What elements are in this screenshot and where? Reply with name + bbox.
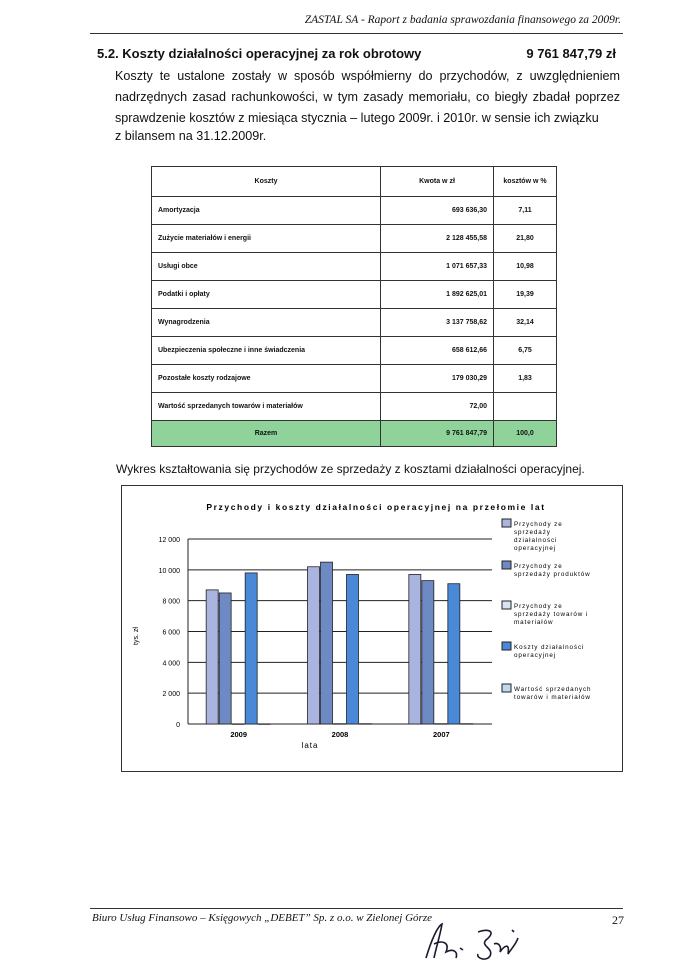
cost-table-row — [152, 281, 557, 309]
bar — [219, 593, 231, 724]
bar — [258, 724, 270, 725]
cost-pct — [494, 393, 557, 421]
running-header: ZASTAL SA - Raport z badania sprawozdania finansowego za 2009r. — [304, 14, 621, 26]
x-tick-label: 2008 — [331, 730, 349, 739]
y-tick-label: 12 000 — [158, 537, 180, 544]
bar — [321, 562, 333, 724]
cost-amount: 1 892 625,01 — [381, 281, 494, 309]
cost-table-row — [152, 365, 557, 393]
cost-amount: 72,00 — [381, 393, 494, 421]
total-label: Razem — [152, 421, 381, 447]
bar — [334, 724, 346, 725]
x-tick-label: 2009 — [230, 730, 248, 739]
cost-amount: 3 137 758,62 — [381, 309, 494, 337]
bar — [245, 573, 257, 724]
cost-table-header — [152, 167, 557, 197]
bar — [232, 724, 244, 725]
section-amount: 9 761 847,79 zł — [526, 46, 616, 61]
x-axis-label: lata — [301, 741, 319, 750]
cost-pct: 6,75 — [494, 337, 557, 365]
cost-table-total-row — [152, 421, 557, 447]
bar — [360, 724, 372, 725]
bar — [308, 567, 320, 724]
cost-name: Zużycie materiałów i energii — [152, 225, 381, 253]
header-rule — [90, 33, 623, 34]
bar — [435, 724, 447, 725]
y-tick-label: 2 000 — [162, 691, 180, 699]
cost-pct: 7,11 — [494, 197, 557, 225]
cost-pct: 21,80 — [494, 225, 557, 253]
y-tick-label: 10 000 — [158, 567, 180, 575]
legend-swatch — [502, 684, 511, 692]
x-tick-label: 2007 — [432, 730, 450, 739]
cost-name: Podatki i opłaty — [152, 281, 381, 309]
legend-swatch — [502, 642, 511, 650]
section-paragraph-end: z bilansem na 31.12.2009r. — [115, 129, 267, 143]
section-title: 5.2. Koszty działalności operacyjnej za rok obrotowy — [97, 46, 422, 61]
col-header-pct: kosztów w % — [494, 167, 557, 197]
cost-table — [151, 166, 557, 447]
cost-name: Usługi obce — [152, 253, 381, 281]
bar — [347, 574, 359, 724]
cost-table-row — [152, 309, 557, 337]
cost-name: Pozostałe koszty rodzajowe — [152, 365, 381, 393]
cost-name: Wartość sprzedanych towarów i materiałów — [152, 393, 381, 421]
legend-swatch — [502, 561, 511, 569]
handwritten-signature — [420, 918, 530, 963]
cost-table-row — [152, 393, 557, 421]
cost-pct: 32,14 — [494, 309, 557, 337]
bar — [448, 584, 460, 724]
chart-frame — [121, 485, 623, 772]
legend-swatch — [502, 519, 511, 527]
y-tick-label: 4 000 — [162, 660, 180, 668]
cost-name: Ubezpieczenia społeczne i inne świadczenia — [152, 337, 381, 365]
page-number: 27 — [612, 913, 624, 927]
footer-rule — [90, 908, 623, 909]
legend-label: Przychody ze sprzedaży towarów i materiałów — [514, 603, 589, 626]
chart-title: Przychody i koszty działalności operacyjnej na przełomie lat — [206, 502, 546, 512]
cost-amount: 179 030,29 — [381, 365, 494, 393]
cost-table-row — [152, 337, 557, 365]
legend-label: Przychody ze sprzedaży produktów — [514, 563, 591, 578]
col-header-costs: Koszty — [152, 167, 381, 197]
section-paragraph: Koszty te ustalone zostały w sposób współmierny do przychodów, z uwzględnieniem nadrzędnych zasad rachunkowości, w tym zasady memoriału, co biegły zbadał poprzez sprawdzenie kosztów z miesiąca stycznia – lutego 2009r. i 2010r. w sensie ich związku — [115, 69, 620, 125]
chart — [122, 486, 622, 771]
cost-table-row — [152, 253, 557, 281]
chart-caption: Wykres kształtowania się przychodów ze sprzedaży z kosztami działalności operacyjnej. — [116, 462, 585, 476]
total-pct: 100,0 — [494, 421, 557, 447]
cost-table-row — [152, 197, 557, 225]
cost-table-row — [152, 225, 557, 253]
y-tick-label: 8 000 — [162, 598, 180, 606]
bar — [409, 574, 421, 724]
legend-label: Przychody ze sprzedaży działalności operacyjnej — [514, 521, 563, 552]
cost-amount: 2 128 455,58 — [381, 225, 494, 253]
col-header-amount: Kwota w zł — [381, 167, 494, 197]
legend-label: Koszty działalności operacyjnej — [514, 644, 585, 659]
total-amount: 9 761 847,79 — [381, 421, 494, 447]
legend-swatch — [502, 601, 511, 609]
footer-text: Biuro Usług Finansowo – Księgowych „DEBET” Sp. z o.o. w Zielonej Górze — [92, 912, 432, 924]
bar — [461, 724, 473, 725]
cost-name: Wynagrodzenia — [152, 309, 381, 337]
bar — [422, 581, 434, 724]
y-axis-label: tys. zł — [133, 627, 140, 645]
cost-amount: 658 612,66 — [381, 337, 494, 365]
y-tick-label: 6 000 — [162, 629, 180, 637]
cost-amount: 1 071 657,33 — [381, 253, 494, 281]
cost-name: Amortyzacja — [152, 197, 381, 225]
legend-label: Wartość sprzedanych towarów i materiałów — [514, 686, 592, 701]
y-tick-label: 0 — [176, 722, 180, 729]
cost-pct: 1,83 — [494, 365, 557, 393]
cost-amount: 693 636,30 — [381, 197, 494, 225]
cost-pct: 19,39 — [494, 281, 557, 309]
cost-pct: 10,98 — [494, 253, 557, 281]
bar — [206, 590, 218, 724]
